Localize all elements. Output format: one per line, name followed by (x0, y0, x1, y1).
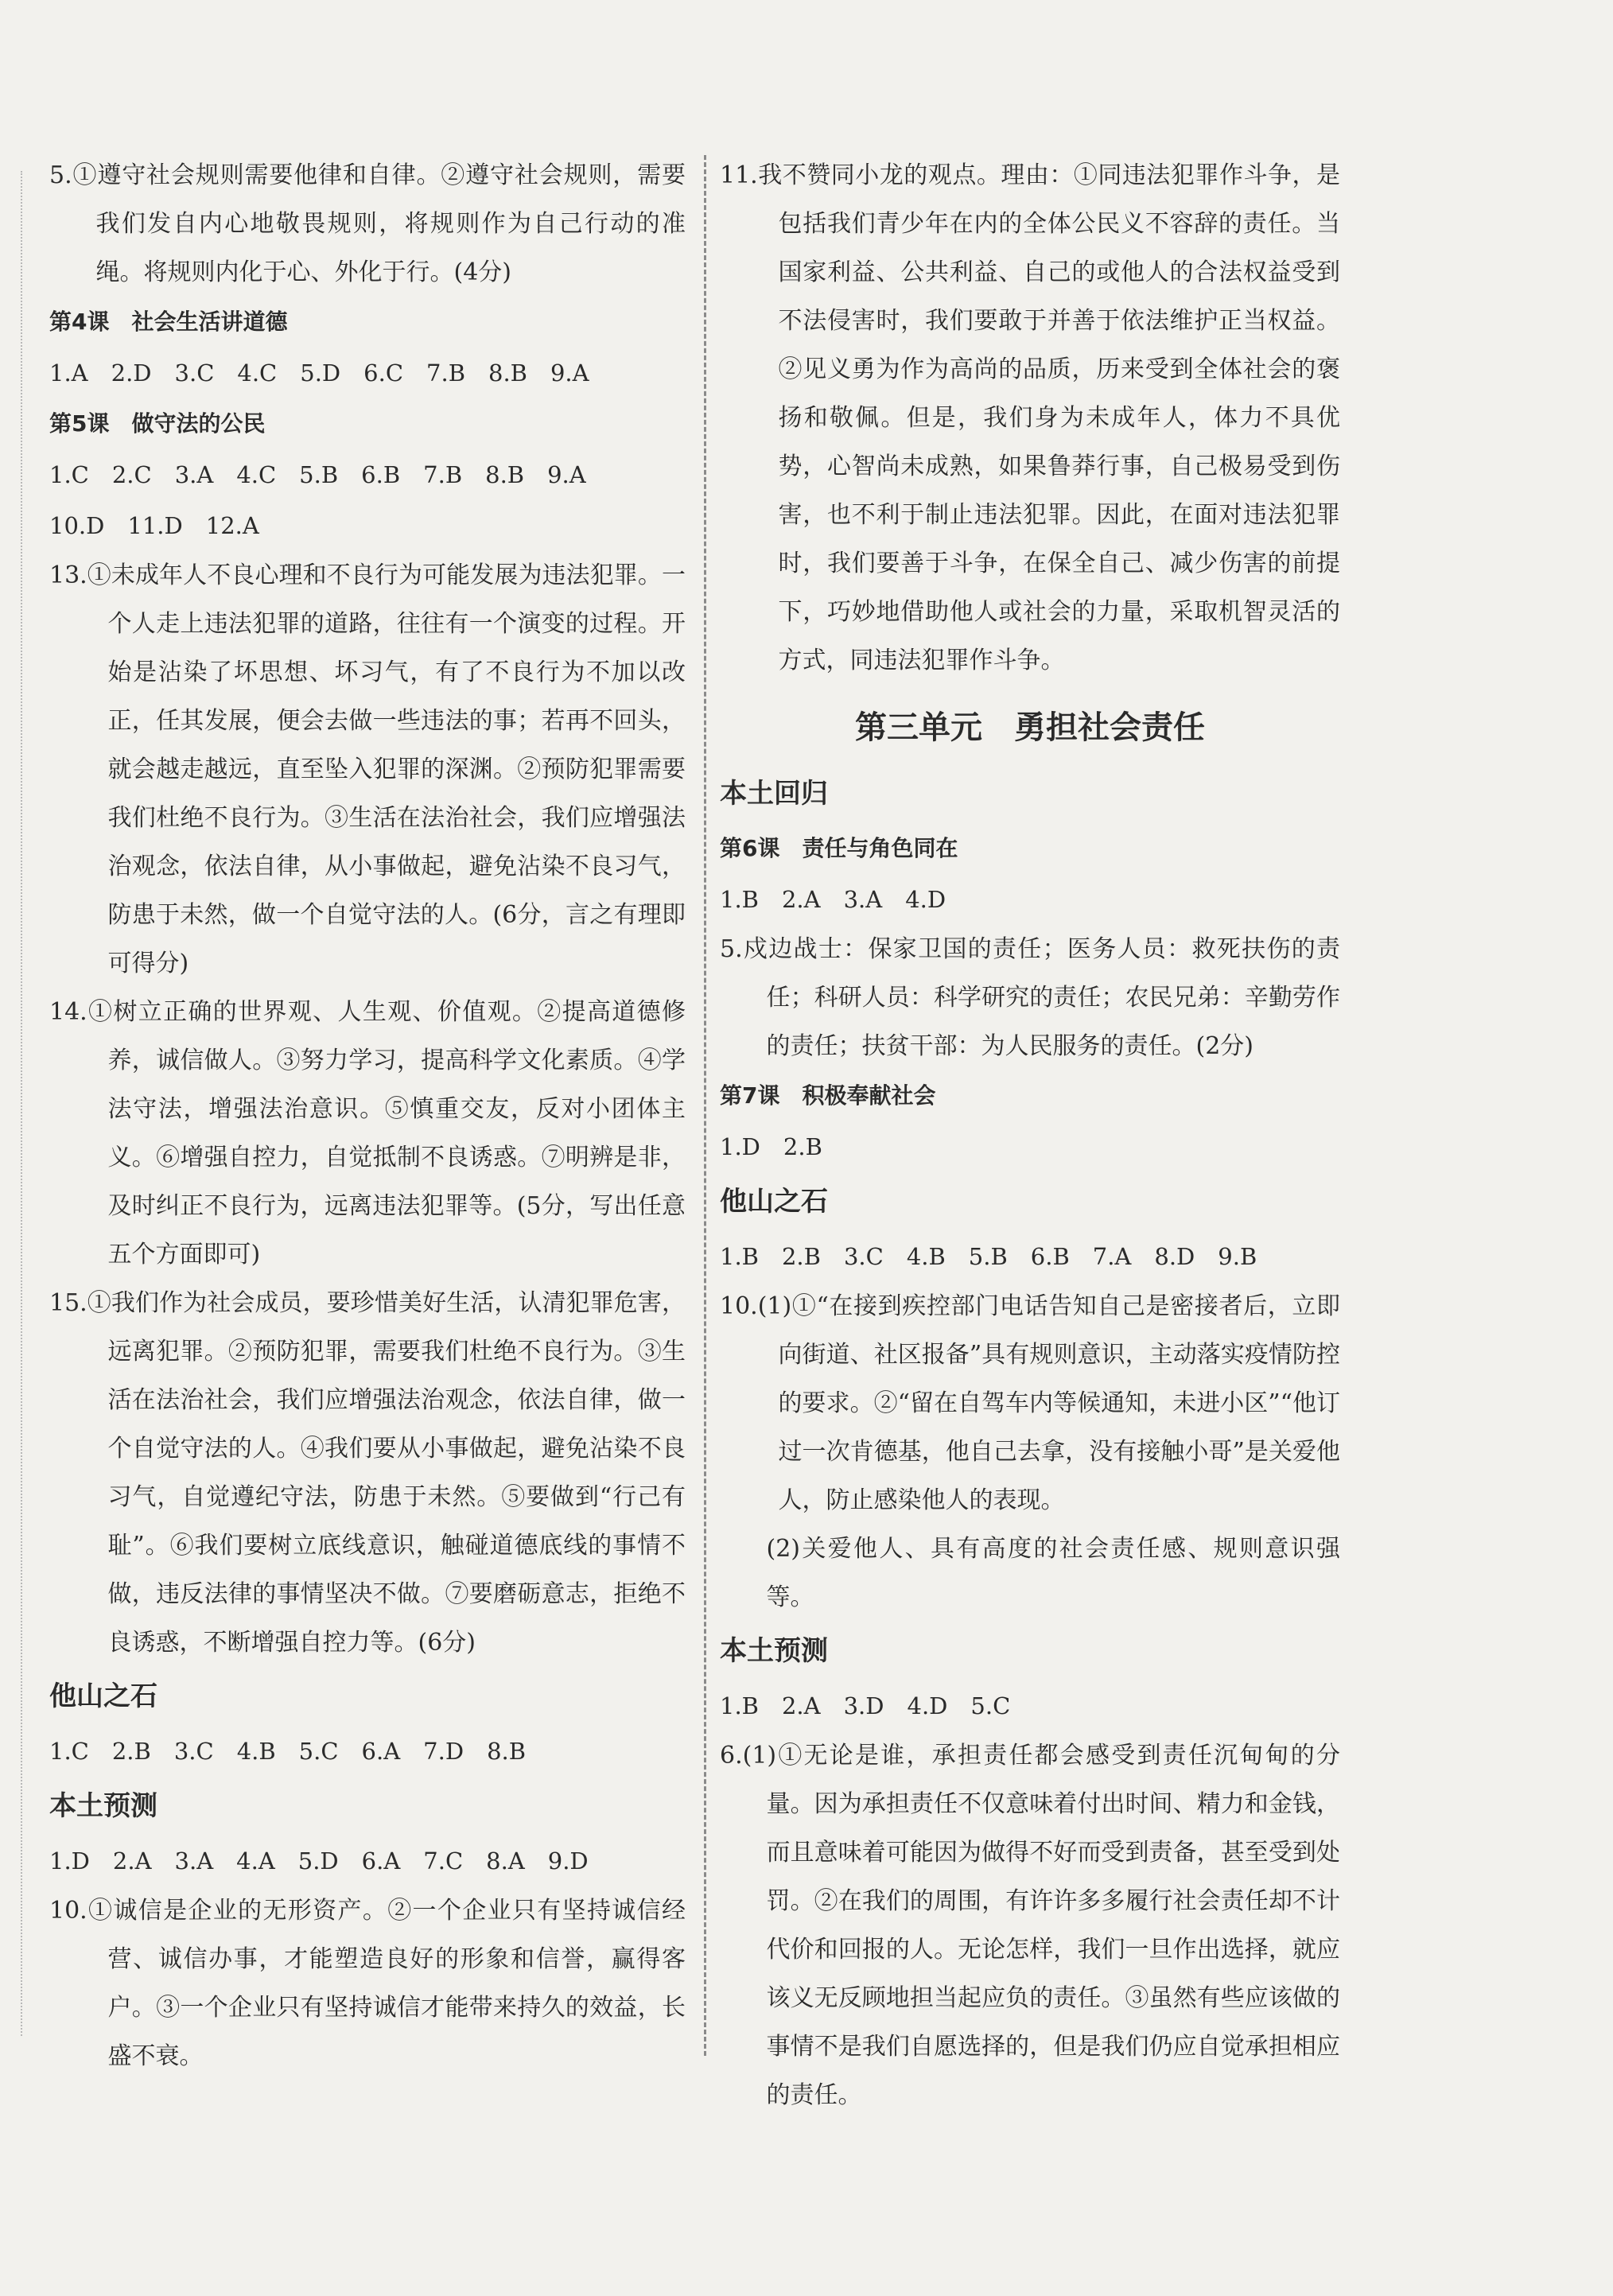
answer-q14: 14.①树立正确的世界观、人生观、价值观。②提高道德修养，诚信做人。③努力学习，提高科学文化素质。④学法守法，增强法治意识。⑤慎重交友，反对小团体主义。⑥增强自控力，自觉抵制不良诱惑。⑦明辨是非，及时纠正不良行为，远离违法犯罪等。(5分，写出任意五个方面即可) (49, 998, 686, 1268)
column-divider (704, 155, 706, 2056)
section-bentu-title: 本土预测 (49, 1790, 157, 1822)
section-tashan-title: 他山之石 (49, 1680, 157, 1712)
tashan-answers: 1.C 2.B 3.C 4.B 5.C 6.A 7.D 8.B (49, 1738, 527, 1765)
answer-q15: 15.①我们作为社会成员，要珍惜美好生活，认清犯罪危害，远离犯罪。②预防犯罪，需要我们杜绝不良行为。③生活在法治社会，我们应增强法治观念，依法自律，做一个自觉守法的人。④我们要从小事做起，避免沾染不良习气，自觉遵纪守法，防患于未然。⑤要做到“行己有耻”。⑥我们要树立底线意识，触碰道德底线的事情不做，违反法律的事情坚决不做。⑦要磨砺意志，拒绝不良诱惑，不断增强自控力等。(6分) (49, 1289, 686, 1657)
answer-q5-rules: 5.①遵守社会规则需要他律和自律。②遵守社会规则，需要我们发自内心地敬畏规则，将规则作为自己行动的准绳。将规则内化于心、外化于行。(4分) (49, 161, 686, 286)
binding-margin-line (21, 171, 22, 2036)
answer-q6: 6.(1)①无论是谁，承担责任都会感受到责任沉甸甸的分量。因为承担责任不仅意味着付出时间、精力和金钱，而且意味着可能因为做得不好而受到责备，甚至受到处罚。②在我们的周围，有许许多多履行社会责任却不计代价和回报的人。无论怎样，我们一旦作出选择，就应该义无反顾地担当起应负的责任。③虽然有些应该做的事情不是我们自愿选择的，但是我们仍应自觉承担相应的责任。 (720, 1742, 1340, 2109)
answer-q10-part2: (2)关爱他人、具有高度的社会责任感、规则意识强等。 (766, 1535, 1340, 1611)
section-bentu-huigui-title: 本土回归 (720, 778, 828, 810)
section-bentu-title-right: 本土预测 (720, 1635, 828, 1667)
lesson-5-title: 第5课 做守法的公民 (49, 410, 266, 437)
answer-q11: 11.我不赞同小龙的观点。理由：①同违法犯罪作斗争，是包括我们青少年在内的全体公民义不容辞的责任。当国家利益、公共利益、自己的或他人的合法权益受到不法侵害时，我们要敢于并善于依法维护正当权益。②见义勇为作为高尚的品质，历来受到全体社会的褒扬和敬佩。但是，我们身为未成年人，体力不具优势，心智尚未成熟，如果鲁莽行事，自己极易受到伤害，也不利于制止违法犯罪。因此，在面对违法犯罪时，我们要善于斗争，在保全自己、减少伤害的前提下，巧妙地借助他人或社会的力量，采取机智灵活的方式，同违法犯罪作斗争。 (720, 161, 1340, 674)
bentu-answers-right: 1.B 2.A 3.D 4.D 5.C (720, 1692, 1011, 1719)
answer-q13: 13.①未成年人不良心理和不良行为可能发展为违法犯罪。一个人走上违法犯罪的道路，往往有一个演变的过程。开始是沾染了坏思想、坏习气，有了不良行为不加以改正，任其发展，便会去做一些违法的事；若再不回头，就会越走越远，直至坠入犯罪的深渊。②预防犯罪需要我们杜绝不良行为。③生活在法治社会，我们应增强法治观念，依法自律，从小事做起，避免沾染不良习气，防患于未然，做一个自觉守法的人。(6分，言之有理即可得分) (49, 561, 686, 977)
bentu-answers: 1.D 2.A 3.A 4.A 5.D 6.A 7.C 8.A 9.D (49, 1847, 589, 1874)
lesson-4-answers: 1.A 2.D 3.C 4.C 5.D 6.C 7.B 8.B 9.A (49, 359, 589, 387)
right-column (720, 151, 1340, 2119)
lesson-4-title: 第4课 社会生活讲道德 (49, 309, 288, 335)
unit-3-title: 第三单元 勇担社会责任 (855, 709, 1205, 746)
section-tashan-title-right: 他山之石 (720, 1186, 828, 1218)
answer-q5-roles: 5.戍边战士：保家卫国的责任；医务人员：救死扶伤的责任；科研人员：科学研究的责任；农民兄弟：辛勤劳作的责任；扶贫干部：为人民服务的责任。(2分) (720, 935, 1340, 1060)
lesson-7-answers: 1.D 2.B (720, 1133, 822, 1160)
left-column (49, 151, 686, 2080)
lesson-5-answers-row1: 1.C 2.C 3.A 4.C 5.B 6.B 7.B 8.B 9.A (49, 461, 586, 488)
answer-q10-integrity: 10.①诚信是企业的无形资产。②一个企业只有坚持诚信经营、诚信办事，才能塑造良好的形象和信誉，赢得客户。③一个企业只有坚持诚信才能带来持久的效益，长盛不衰。 (49, 1897, 686, 2070)
lesson-6-answers: 1.B 2.A 3.A 4.D (720, 886, 946, 913)
lesson-5-answers-row2: 10.D 11.D 12.A (49, 512, 259, 539)
answer-q10-part1: 10.(1)①“在接到疾控部门电话告知自己是密接者后，立即向街道、社区报备”具有规则意识，主动落实疫情防控的要求。②“留在自驾车内等候通知，未进小区”“他订过一次肯德基，他自己去拿，没有接触小哥”是关爱他人，防止感染他人的表现。 (720, 1292, 1340, 1514)
tashan-answers-right: 1.B 2.B 3.C 4.B 5.B 6.B 7.A 8.D 9.B (720, 1243, 1257, 1270)
lesson-6-title: 第6课 责任与角色同在 (720, 835, 958, 861)
lesson-7-title: 第7课 积极奉献社会 (720, 1082, 936, 1109)
